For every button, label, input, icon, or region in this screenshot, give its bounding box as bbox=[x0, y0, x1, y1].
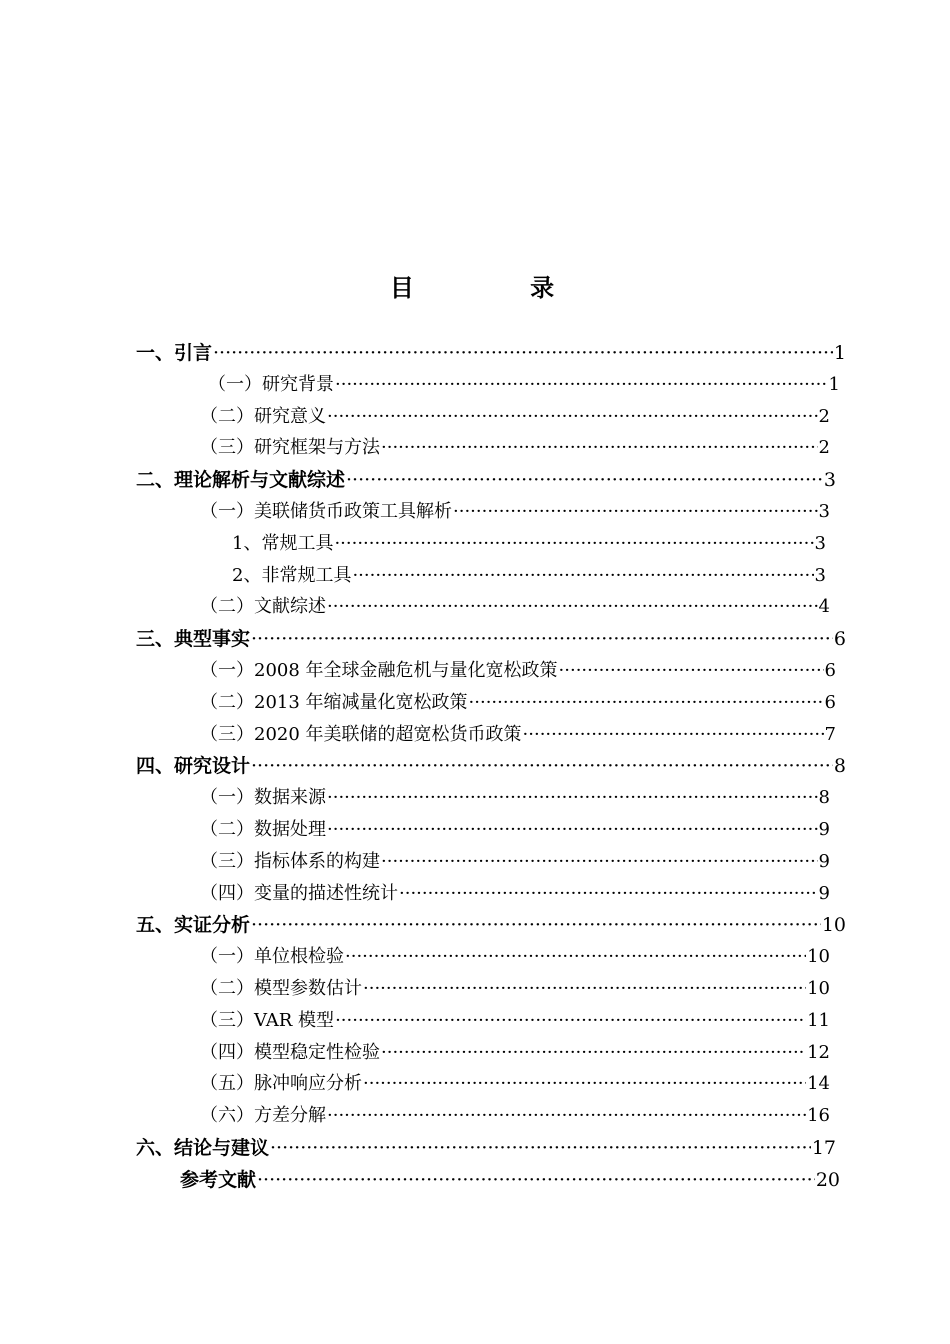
toc-entry[interactable] bbox=[136, 624, 846, 654]
toc-entry-page-number: 20 bbox=[815, 1168, 840, 1191]
toc-dot-leader bbox=[523, 720, 824, 750]
toc-entry-page-number: 1 bbox=[828, 373, 840, 395]
toc-entry[interactable] bbox=[200, 720, 836, 750]
toc-entry-page-number: 8 bbox=[833, 755, 846, 778]
toc-entry-page-number: 10 bbox=[807, 978, 830, 999]
toc-entry[interactable] bbox=[200, 656, 836, 686]
toc-entry-label: 六、结论与建议 bbox=[136, 1137, 270, 1159]
toc-dot-leader bbox=[251, 624, 833, 654]
toc-dot-leader bbox=[559, 656, 824, 686]
toc-entry-page-number: 14 bbox=[807, 1073, 830, 1095]
toc-entry-page-number: 3 bbox=[814, 532, 826, 554]
toc-entry[interactable] bbox=[136, 910, 846, 940]
toc-entry[interactable] bbox=[200, 1101, 830, 1131]
toc-entry-page-number: 17 bbox=[811, 1137, 836, 1159]
toc-dot-leader bbox=[257, 1165, 815, 1195]
toc-entry[interactable] bbox=[200, 402, 830, 432]
toc-entry[interactable] bbox=[208, 370, 840, 400]
toc-dot-leader bbox=[327, 1101, 806, 1131]
toc-entry-page-number: 2 bbox=[818, 437, 830, 459]
toc-entry[interactable] bbox=[136, 465, 836, 495]
toc-title: 目 录 bbox=[389, 274, 609, 302]
toc-entry-page-number: 11 bbox=[807, 1009, 830, 1031]
toc-entry-label: （二）2013 年缩减量化宽松政策 bbox=[200, 691, 468, 713]
toc-entry-page-number: 7 bbox=[824, 723, 836, 745]
toc-entry[interactable] bbox=[180, 1165, 840, 1195]
toc-entry[interactable] bbox=[200, 433, 830, 463]
toc-dot-leader bbox=[381, 847, 818, 877]
toc-dot-leader bbox=[213, 338, 833, 368]
toc-entry-label: 2、非常规工具 bbox=[232, 564, 352, 586]
toc-entry-page-number: 12 bbox=[807, 1041, 830, 1063]
toc-entry[interactable] bbox=[200, 783, 830, 813]
toc-entry-label: 参考文献 bbox=[180, 1168, 257, 1191]
toc-entry-label: （四）模型稳定性检验 bbox=[200, 1041, 380, 1063]
toc-entry[interactable] bbox=[200, 847, 830, 877]
toc-entry[interactable] bbox=[232, 561, 826, 591]
toc-entry-page-number: 9 bbox=[818, 850, 830, 872]
toc-entry-page-number: 3 bbox=[818, 501, 830, 522]
toc-entry-label: （二）研究意义 bbox=[200, 405, 326, 427]
toc-entry-label: （一）数据来源 bbox=[200, 787, 326, 809]
toc-entry[interactable] bbox=[136, 338, 846, 368]
toc-entry-label: （六）方差分解 bbox=[200, 1105, 326, 1127]
toc-entry[interactable] bbox=[200, 688, 836, 718]
toc-dot-leader bbox=[335, 1006, 806, 1036]
toc-entry-label: （三）研究框架与方法 bbox=[200, 437, 380, 459]
toc-entry-label: （一）单位根检验 bbox=[200, 946, 344, 968]
toc-dot-leader bbox=[327, 592, 818, 622]
toc-entry-page-number: 9 bbox=[818, 819, 830, 840]
toc-entry[interactable] bbox=[200, 1038, 830, 1068]
toc-entry[interactable] bbox=[232, 529, 826, 559]
toc-dot-leader bbox=[469, 688, 824, 718]
toc-entry-label: （三）2020 年美联储的超宽松货币政策 bbox=[200, 723, 522, 745]
toc-dot-leader bbox=[381, 1038, 806, 1068]
toc-dot-leader bbox=[352, 561, 813, 591]
toc-entry[interactable] bbox=[200, 1006, 830, 1036]
toc-entry-label: （二）模型参数估计 bbox=[200, 978, 362, 999]
toc-entry[interactable] bbox=[200, 879, 830, 909]
toc-entry[interactable] bbox=[136, 751, 846, 781]
toc-entry-page-number: 6 bbox=[833, 628, 846, 651]
toc-entry-label: 一、引言 bbox=[136, 342, 213, 364]
toc-entry[interactable] bbox=[200, 974, 830, 1004]
toc-entry-label: （一）2008 年全球金融危机与量化宽松政策 bbox=[200, 660, 558, 681]
toc-entry-page-number: 1 bbox=[833, 342, 846, 364]
toc-dot-leader bbox=[327, 815, 818, 845]
toc-dot-leader bbox=[335, 370, 828, 400]
toc-entry-label: 1、常规工具 bbox=[232, 532, 334, 554]
toc-dot-leader bbox=[399, 879, 818, 909]
toc-entry-page-number: 6 bbox=[824, 691, 836, 713]
toc-dot-leader bbox=[345, 942, 806, 972]
toc-entry[interactable] bbox=[200, 497, 830, 527]
toc-dot-leader bbox=[381, 433, 818, 463]
toc-entry-label: （五）脉冲响应分析 bbox=[200, 1073, 362, 1095]
toc-entry-label: 二、理论解析与文献综述 bbox=[136, 469, 346, 492]
toc-dot-leader bbox=[251, 751, 833, 781]
toc-entry[interactable] bbox=[200, 592, 830, 622]
toc-entry-label: （二）数据处理 bbox=[200, 819, 326, 840]
toc-entry-label: （二）文献综述 bbox=[200, 596, 326, 618]
toc-entry-page-number: 16 bbox=[807, 1105, 830, 1127]
toc-dot-leader bbox=[363, 1069, 806, 1099]
toc-dot-leader bbox=[346, 465, 823, 495]
toc-entry-page-number: 8 bbox=[818, 787, 830, 809]
toc-entry-label: （四）变量的描述性统计 bbox=[200, 882, 398, 904]
toc-entry-label: 五、实证分析 bbox=[136, 914, 251, 937]
toc-dot-leader bbox=[251, 910, 821, 940]
toc-entry-label: （三）指标体系的构建 bbox=[200, 850, 380, 872]
toc-dot-leader bbox=[327, 402, 818, 432]
toc-entry-page-number: 6 bbox=[824, 660, 836, 681]
toc-entry-page-number: 10 bbox=[807, 946, 830, 968]
toc-dot-leader bbox=[363, 974, 806, 1004]
toc-entry-page-number: 3 bbox=[823, 469, 836, 492]
toc-entry[interactable] bbox=[136, 1133, 836, 1163]
toc-entry-page-number: 10 bbox=[821, 914, 846, 937]
toc-entry-label: （一）美联储货币政策工具解析 bbox=[200, 501, 452, 522]
toc-entry[interactable] bbox=[200, 942, 830, 972]
toc-dot-leader bbox=[334, 529, 813, 559]
toc-entry-label: 四、研究设计 bbox=[136, 755, 251, 778]
toc-entry-label: 三、典型事实 bbox=[136, 628, 251, 651]
toc-entry-page-number: 3 bbox=[814, 564, 826, 586]
toc-entry-label: （三）VAR 模型 bbox=[200, 1009, 335, 1031]
toc-dot-leader bbox=[270, 1133, 811, 1163]
toc-entry-page-number: 9 bbox=[818, 882, 830, 904]
toc-entry-page-number: 4 bbox=[818, 596, 830, 618]
toc-entry[interactable] bbox=[200, 1069, 830, 1099]
toc-entry[interactable] bbox=[200, 815, 830, 845]
toc-entry-page-number: 2 bbox=[818, 405, 830, 427]
toc-entry-label: （一）研究背景 bbox=[208, 373, 334, 395]
toc-dot-leader bbox=[327, 783, 818, 813]
toc-dot-leader bbox=[453, 497, 818, 527]
